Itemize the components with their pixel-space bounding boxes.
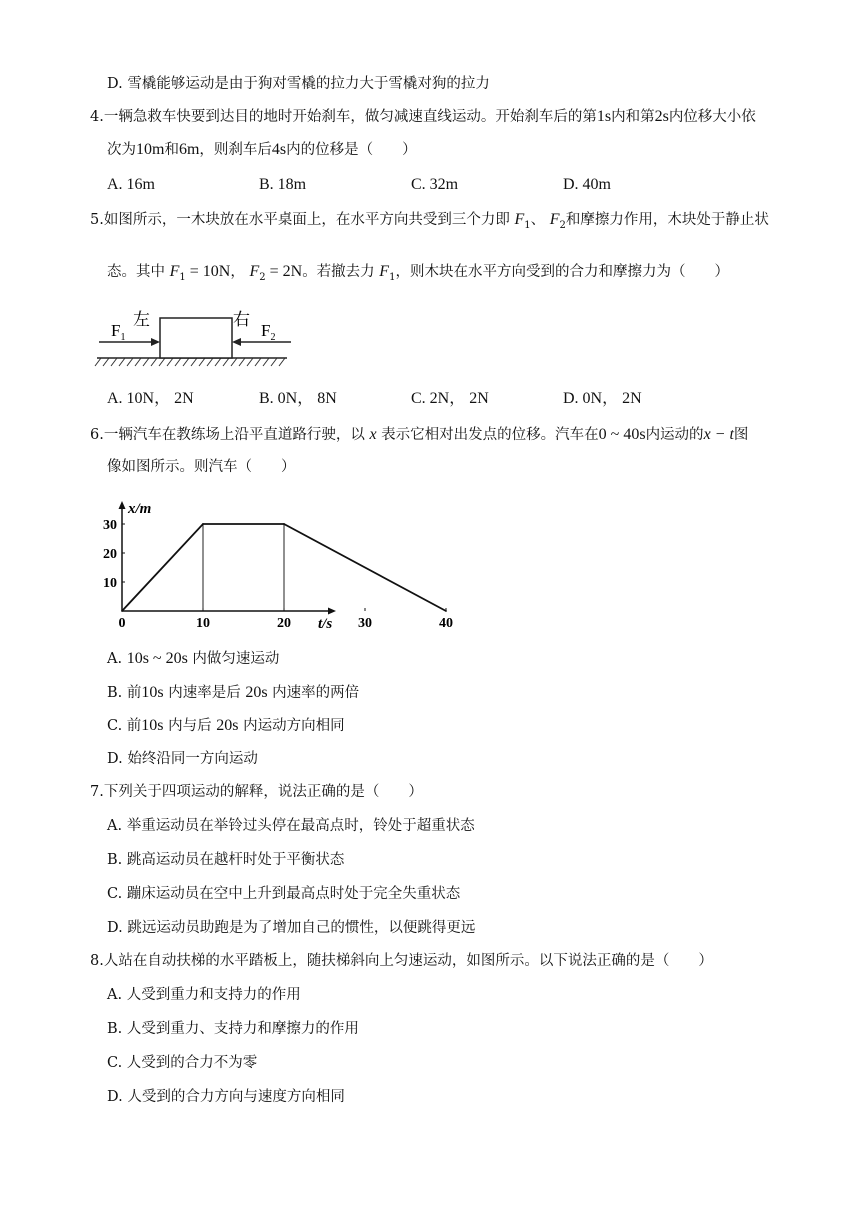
- q7-text: 下列关于四项运动的解释，说法正确的是（ ）: [103, 784, 423, 800]
- f1-label: $F_1$: [111, 321, 126, 343]
- y-axis-arrow-icon: [119, 501, 126, 509]
- q6-text: 内运动的: [645, 427, 704, 443]
- q4-text: 和: [164, 142, 179, 158]
- x-axis-label: t/s: [318, 616, 333, 632]
- q6-option-b: [107, 683, 359, 703]
- q5-subscript: 2: [559, 219, 566, 231]
- q4-stem-line1: [90, 107, 756, 127]
- q5-text: 和摩擦力作用，木块处于静止状: [565, 212, 769, 228]
- q5-stem-line2: [107, 262, 729, 288]
- q5-symbol: F: [249, 263, 260, 280]
- q6-text: A.: [107, 651, 127, 667]
- data-point: [283, 523, 285, 525]
- q6-symbol: x: [369, 426, 377, 443]
- q5-text: 。若撤去力: [302, 264, 375, 280]
- q6-value: 10s: [141, 684, 164, 701]
- f2-arrowhead-icon: [232, 338, 241, 346]
- data-point: [121, 610, 123, 612]
- q6-stem-line2: 像如图所示。则汽车（ ）: [107, 459, 296, 475]
- q5-option-d: D. 0N， 2N: [563, 390, 642, 407]
- y-tick-label: 20: [103, 547, 117, 562]
- x-tick-label: 0: [118, 616, 126, 631]
- q5-text: 、: [530, 212, 546, 228]
- q4-text: 内位移大小依: [668, 109, 756, 125]
- q6-value: 20s: [245, 684, 268, 701]
- data-point: [202, 523, 204, 525]
- q6-text: 内做匀速运动: [187, 651, 280, 667]
- q8-option-c: C. 人受到的合力不为零: [107, 1055, 258, 1071]
- q4-value: 2s: [654, 108, 669, 125]
- q6-text: 内与后: [163, 718, 217, 734]
- q6-text: B. 前: [107, 685, 142, 701]
- q6-value: 20s: [216, 717, 239, 734]
- q7-option-d: D. 跳远运动员助跑是为了增加自己的惯性，以便跳得更远: [107, 920, 476, 936]
- q5-symbol: F: [169, 263, 180, 280]
- x-tick-label: 10: [196, 616, 210, 631]
- q6-value: 10s ~ 20s: [126, 650, 188, 667]
- q5-option-a: A. 10N， 2N: [107, 390, 194, 407]
- q7-option-b: B. 跳高运动员在越杆时处于平衡状态: [107, 852, 345, 868]
- q6-option-d: D. 始终沿同一方向运动: [107, 751, 258, 767]
- q5-option-c: C. 2N， 2N: [411, 390, 489, 407]
- q8-stem: [90, 951, 713, 971]
- q5-subscript: 1: [389, 271, 396, 283]
- q4-option-c: C. 32m: [411, 176, 459, 193]
- q6-option-a: [107, 649, 279, 669]
- q4-value: 4s: [271, 141, 287, 158]
- q4-value: 10m: [136, 141, 165, 158]
- q5-subscript: 1: [179, 271, 186, 283]
- f2-label: $F_2$: [261, 321, 276, 343]
- q6-text: 一辆汽车在教练场上沿平直道路行驶，以: [103, 427, 365, 443]
- x-axis-arrow-icon: [328, 608, 336, 615]
- q5-number: 5.: [90, 212, 104, 228]
- q4-option-a: A. 16m: [107, 176, 155, 193]
- x-tick-label: 20: [277, 616, 291, 631]
- q5-stem-line1: [90, 210, 769, 236]
- q5-text: ，: [230, 264, 245, 280]
- q5-symbol: F: [379, 263, 390, 280]
- q5-symbol: F: [549, 211, 560, 228]
- q5-option-b: B. 0N， 8N: [259, 390, 337, 407]
- block-force-figure: [95, 300, 305, 372]
- chart-labels: [103, 501, 453, 632]
- q7-option-c: C. 蹦床运动员在空中上升到最高点时处于完全失重状态: [107, 886, 461, 902]
- f1-arrowhead-icon: [151, 338, 160, 346]
- q8-option-b: B. 人受到重力、支持力和摩擦力的作用: [107, 1021, 359, 1037]
- q6-text: 图: [733, 427, 749, 443]
- q5-text: ，则木块在水平方向受到的合力和摩擦力为（ ）: [395, 264, 729, 280]
- q4-text: 内和第: [611, 109, 655, 125]
- q6-value: 10s: [141, 717, 164, 734]
- q7-number: 7.: [90, 784, 104, 800]
- q3-option-d: D. 雪橇能够运动是由于狗对雪橇的拉力大于雪橇对狗的拉力: [107, 76, 490, 92]
- q4-number: 4.: [90, 109, 104, 125]
- q5-equation: = 10N: [185, 263, 231, 280]
- q6-text: 内速率是后: [163, 685, 246, 701]
- chart-axes: [119, 501, 337, 615]
- q6-text: C. 前: [107, 718, 142, 734]
- q5-text: 态。其中: [107, 264, 165, 280]
- x-tick-label: 40: [439, 616, 453, 631]
- q4-option-d: D. 40m: [563, 176, 611, 193]
- q7-stem: [90, 782, 423, 802]
- q7-option-a: A. 举重运动员在举铃过头停在最高点时，铃处于超重状态: [107, 818, 475, 834]
- ground-hatch: [95, 358, 285, 366]
- data-point: [445, 610, 447, 612]
- q8-option-d: D. 人受到的合力方向与速度方向相同: [107, 1089, 345, 1105]
- q6-option-c: [107, 716, 345, 736]
- q4-option-b: B. 18m: [259, 176, 307, 193]
- q8-text: 人站在自动扶梯的水平踏板上，随扶梯斜向上匀速运动，如图所示。以下说法正确的是（ ）: [103, 953, 713, 969]
- y-axis-label: x/m: [128, 501, 152, 517]
- q5-subscript: 1: [524, 219, 531, 231]
- left-label: 左: [133, 310, 150, 329]
- q5-symbol: F: [514, 211, 525, 228]
- q6-text: 表示它相对出发点的位移。汽车在: [381, 427, 599, 443]
- q6-stem-line1: [90, 425, 748, 445]
- q8-option-a: A. 人受到重力和支持力的作用: [107, 987, 301, 1003]
- q5-subscript: 2: [259, 271, 266, 283]
- q4-text: 次为: [107, 142, 136, 158]
- q4-text: 一辆急救车快要到达目的地时开始刹车，做匀减速直线运动。开始刹车后的第: [103, 109, 597, 125]
- q4-text: ，则刹车后: [199, 142, 272, 158]
- chart-guides: [203, 524, 284, 611]
- q6-text: 内运动方向相同: [238, 718, 345, 734]
- q5-text: 如图所示，一木块放在水平桌面上，在水平方向共受到三个力即: [103, 212, 510, 228]
- x-t-chart: [92, 495, 453, 635]
- q4-value: 1s: [596, 108, 612, 125]
- q5-equation: = 2N: [265, 263, 303, 280]
- wooden-block: [160, 318, 232, 358]
- q6-symbol: x − t: [703, 426, 734, 443]
- x-tick-label: 30: [358, 616, 372, 631]
- q4-text: 内的位移是（ ）: [286, 142, 417, 158]
- y-tick-label: 30: [103, 518, 117, 533]
- q4-stem-line2: [107, 140, 417, 160]
- q6-text: 内速率的两倍: [267, 685, 360, 701]
- y-tick-label: 10: [103, 576, 117, 591]
- q4-value: 6m: [178, 141, 200, 158]
- right-label: 右: [233, 310, 250, 329]
- q6-value: 0 ~ 40s: [598, 426, 646, 443]
- q6-number: 6.: [90, 427, 104, 443]
- q8-number: 8.: [90, 953, 104, 969]
